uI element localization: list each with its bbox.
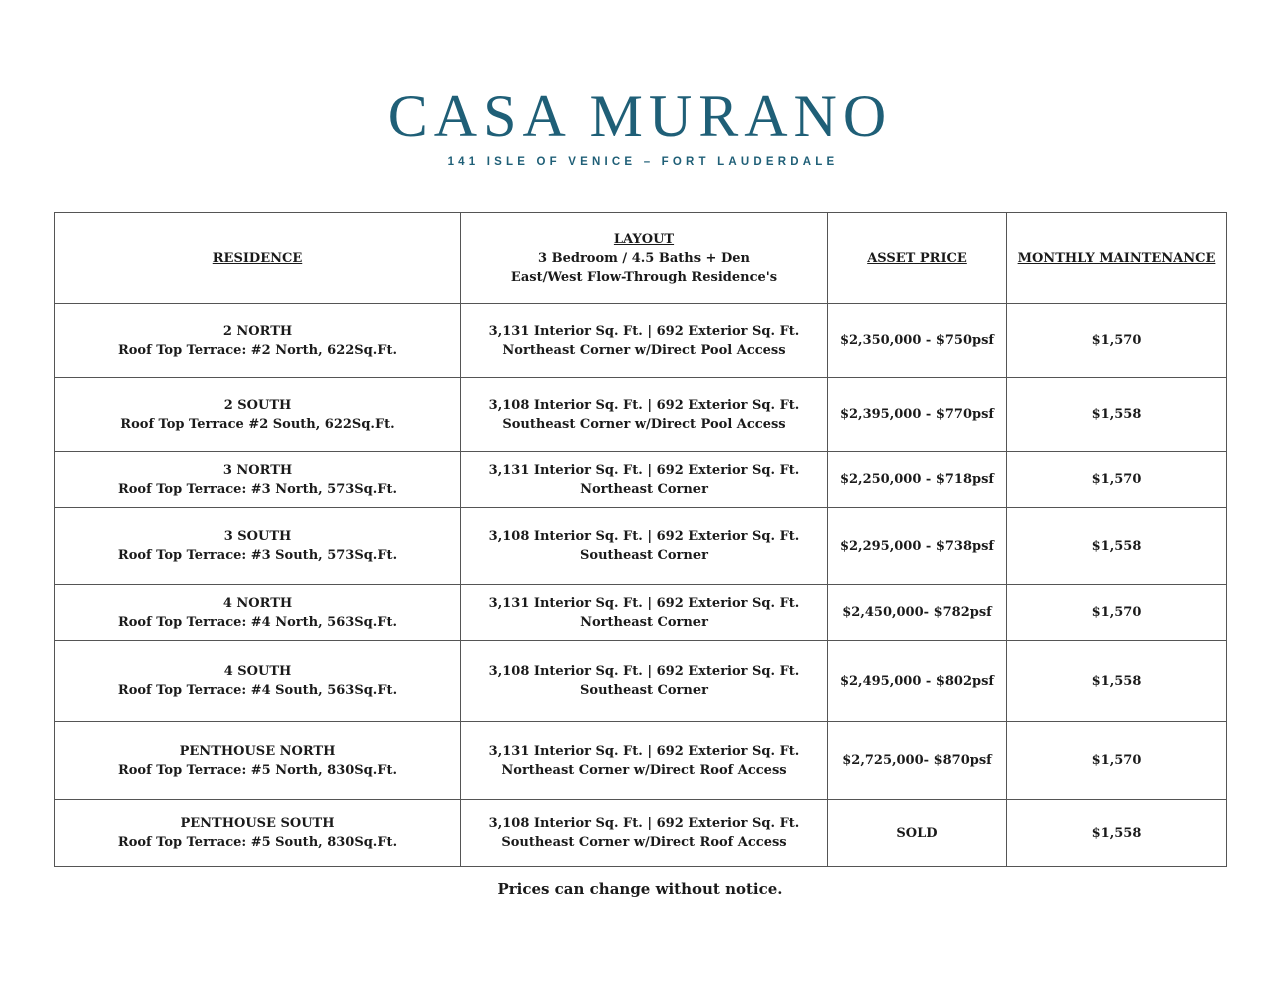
terrace-info: Roof Top Terrace: #4 North, 563Sq.Ft. — [117, 614, 398, 630]
residence-cell — [55, 585, 461, 641]
price-cell: $2,725,000- $870psf — [828, 722, 1007, 800]
residence-cell — [55, 508, 461, 585]
layout-corner: Southeast Corner w/Direct Pool Access — [502, 416, 786, 432]
table-row — [55, 508, 1227, 585]
layout-corner: Northeast Corner — [580, 614, 708, 630]
layout-sqft: 3,108 Interior Sq. Ft. | 692 Exterior Sq. Ft. — [488, 529, 800, 544]
residence-cell — [55, 378, 461, 452]
header-price-label: ASSET PRICE — [867, 250, 967, 266]
unit-name: 2 SOUTH — [223, 397, 292, 413]
layout-cell — [461, 800, 828, 867]
terrace-info: Roof Top Terrace: #2 North, 622Sq.Ft. — [117, 342, 398, 358]
layout-sqft: 3,131 Interior Sq. Ft. | 692 Exterior Sq. Ft. — [488, 462, 800, 478]
residence-cell — [55, 800, 461, 867]
header-maintenance — [1007, 213, 1227, 304]
terrace-info: Roof Top Terrace: #3 South, 573Sq.Ft. — [117, 548, 398, 563]
terrace-info: Roof Top Terrace: #4 South, 563Sq.Ft. — [117, 683, 398, 698]
pricing-table — [54, 212, 1227, 867]
table-row — [55, 800, 1227, 867]
layout-corner: Southeast Corner w/Direct Roof Access — [501, 835, 787, 850]
layout-corner: Northeast Corner w/Direct Pool Access — [502, 342, 786, 358]
residence-cell — [55, 722, 461, 800]
maintenance-cell: $1,570 — [1007, 585, 1227, 641]
unit-name: 4 SOUTH — [223, 664, 292, 679]
price-cell: SOLD — [828, 800, 1007, 867]
header-price — [828, 213, 1007, 304]
maintenance-cell: $1,558 — [1007, 378, 1227, 452]
price-cell: $2,450,000- $782psf — [828, 585, 1007, 641]
brand-name: CASA MURANO — [387, 83, 893, 149]
residence-cell — [55, 452, 461, 508]
layout-cell — [461, 641, 828, 722]
maintenance-cell: $1,570 — [1007, 722, 1227, 800]
price-cell: $2,495,000 - $802psf — [828, 641, 1007, 722]
terrace-info: Roof Top Terrace: #3 North, 573Sq.Ft. — [117, 481, 398, 497]
price-cell: $2,350,000 - $750psf — [828, 304, 1007, 378]
residence-cell — [55, 641, 461, 722]
table-row — [55, 378, 1227, 452]
header-layout-line1: 3 Bedroom / 4.5 Baths + Den — [538, 250, 750, 266]
layout-cell — [461, 508, 828, 585]
header-layout-title: LAYOUT — [613, 231, 675, 247]
unit-name: 2 NORTH — [222, 323, 293, 339]
table-header-row — [55, 213, 1227, 304]
layout-sqft: 3,131 Interior Sq. Ft. | 692 Exterior Sq. Ft. — [488, 743, 800, 759]
table-row — [55, 452, 1227, 508]
table-row — [55, 304, 1227, 378]
footer-note: Prices can change without notice. — [497, 880, 783, 898]
logo — [0, 84, 1280, 168]
unit-name: 3 NORTH — [222, 462, 293, 478]
header-residence-label: RESIDENCE — [212, 250, 303, 266]
terrace-info: Roof Top Terrace: #5 North, 830Sq.Ft. — [117, 762, 398, 778]
maintenance-cell: $1,570 — [1007, 304, 1227, 378]
layout-cell — [461, 585, 828, 641]
layout-sqft: 3,108 Interior Sq. Ft. | 692 Exterior Sq. Ft. — [488, 397, 800, 413]
unit-name: PENTHOUSE SOUTH — [180, 816, 335, 831]
brand-tagline: 141 ISLE OF VENICE – FORT LAUDERDALE — [447, 156, 839, 168]
table-row — [55, 641, 1227, 722]
unit-name: 3 SOUTH — [223, 529, 292, 544]
layout-cell — [461, 378, 828, 452]
layout-cell — [461, 304, 828, 378]
header-maintenance-label: MONTHLY MAINTENANCE — [1017, 250, 1216, 266]
residence-cell — [55, 304, 461, 378]
layout-corner: Southeast Corner — [580, 548, 708, 563]
price-cell: $2,295,000 - $738psf — [828, 508, 1007, 585]
maintenance-cell: $1,558 — [1007, 641, 1227, 722]
header-residence — [55, 213, 461, 304]
header-layout — [461, 213, 828, 304]
maintenance-cell: $1,570 — [1007, 452, 1227, 508]
unit-name: PENTHOUSE NORTH — [179, 743, 336, 759]
layout-corner: Northeast Corner — [580, 481, 708, 497]
table-row — [55, 722, 1227, 800]
terrace-info: Roof Top Terrace #2 South, 622Sq.Ft. — [120, 416, 395, 432]
layout-cell — [461, 452, 828, 508]
layout-corner: Southeast Corner — [580, 683, 708, 698]
layout-cell — [461, 722, 828, 800]
terrace-info: Roof Top Terrace: #5 South, 830Sq.Ft. — [117, 835, 398, 850]
layout-sqft: 3,108 Interior Sq. Ft. | 692 Exterior Sq. Ft. — [488, 664, 800, 679]
maintenance-cell: $1,558 — [1007, 508, 1227, 585]
price-cell: $2,395,000 - $770psf — [828, 378, 1007, 452]
header-layout-line2: East/West Flow-Through Residence's — [510, 269, 778, 285]
layout-sqft: 3,131 Interior Sq. Ft. | 692 Exterior Sq. Ft. — [488, 323, 800, 339]
unit-name: 4 NORTH — [222, 595, 293, 611]
maintenance-cell: $1,558 — [1007, 800, 1227, 867]
layout-sqft: 3,131 Interior Sq. Ft. | 692 Exterior Sq. Ft. — [488, 595, 800, 611]
layout-corner: Northeast Corner w/Direct Roof Access — [501, 762, 787, 778]
layout-sqft: 3,108 Interior Sq. Ft. | 692 Exterior Sq. Ft. — [488, 816, 800, 831]
table-row — [55, 585, 1227, 641]
price-cell: $2,250,000 - $718psf — [828, 452, 1007, 508]
